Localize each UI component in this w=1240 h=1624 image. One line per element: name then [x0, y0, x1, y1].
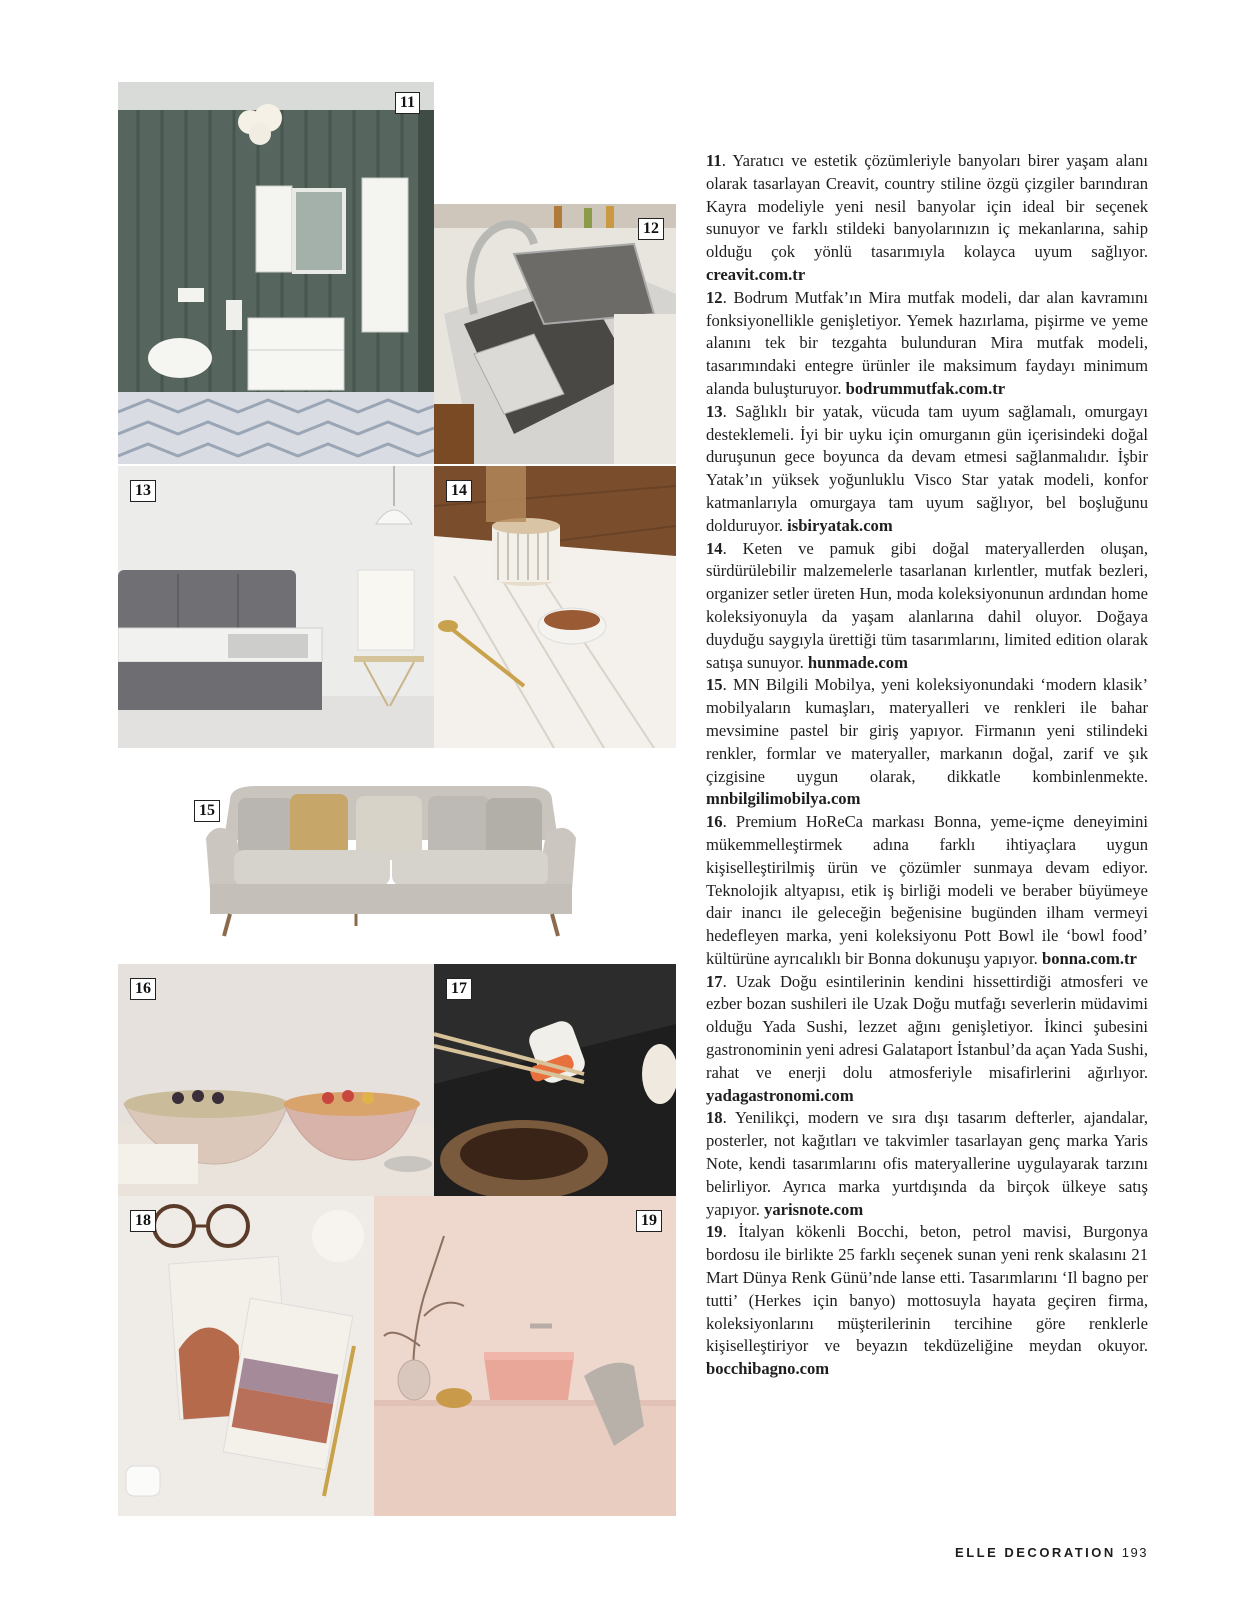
entry-url: creavit.com.tr: [706, 264, 806, 284]
photo-sofa: [186, 750, 596, 962]
entry-15: 15. MN Bilgili Mobilya, yeni koleksiyonundaki ‘modern klasik’ mobilyaların kumaşları, materyalleri ve renkleri ile bahar mevsimine pastel bir giriş yapıyor. Firmanın yeni stilindeki renkler, formlar ve materyaller, markanın doğal, zarif ve şık çizgisine uygun olarak, dikkatle kombinlenmekte. mnbilgilimobilya.com: [706, 675, 1148, 809]
badge-19: 19: [636, 1210, 662, 1232]
entry-url: bodrummutfak.com.tr: [845, 378, 1006, 398]
badge-18: 18: [130, 1210, 156, 1232]
photo-kitchen-sink: [434, 204, 676, 464]
badge-12: 12: [638, 218, 664, 240]
article-text: [706, 150, 1148, 1381]
photo-pink-sink: [374, 1196, 676, 1516]
photo-notebooks: [118, 1196, 374, 1516]
page-footer: [955, 1545, 1148, 1560]
photo-bed: [118, 466, 434, 748]
entry-url: mnbilgilimobilya.com: [706, 789, 861, 809]
entry-url: isbiryatak.com: [787, 515, 893, 535]
page-number: 193: [1121, 1545, 1148, 1560]
entry-url: yarisnote.com: [764, 1199, 864, 1219]
badge-16: 16: [130, 978, 156, 1000]
badge-11: 11: [395, 92, 420, 114]
entry-16: 16. Premium HoReCa markası Bonna, yeme-içme deneyimini mükemmelleştirmek adına farklı ihtiyaçlara uygun kişiselleştirilmiş ürün ve çözümler sunmaya devam ediyor. Teknolojik altyapısı, etik iş birliği modeli ve beraber büyümeye dair inancı ile geleceğin beğenisine bugünden ilham vermeyi hedefleyen marka, yeni koleksiyonu Pott Bowl ile ‘bowl food’ kültürüne ayrıcalıklı bir Bonna dokunuşu yapıyor. bonna.com.tr: [706, 812, 1148, 968]
entry-12: 12. Bodrum Mutfak’ın Mira mutfak modeli, dar alan kavramını fonksiyonellikle genişletiyor. Yemek hazırlama, pişirme ve yeme alanını tek bir tezgahta bulunduran Mira mutfak modeli, tasarımındaki entegre ürünler ile maksimum faydayı minimum alanda buluşturuyor. bodrummutfak.com.tr: [706, 287, 1148, 398]
photo-bowls: [118, 964, 434, 1196]
entry-url: bonna.com.tr: [1041, 948, 1137, 968]
photo-bathroom: [118, 82, 434, 464]
entry-17: 17. Uzak Doğu esintilerinin kendini hissettirdiği atmosferi ve ezber bozan sushileri ile Uzak Doğu mutfağı severlerin müdavimi olduğu Yada Sushi, lezzet ağını genişletiyor. İkinci şubesini gastronominin yeni adresi Galataport İstanbul’da açan Yada Sushi, rahat ve enerji dolu atmosferiyle misafirlerini ağırlıyor. yadagastronomi.com: [706, 971, 1148, 1105]
entry-url: yadagastronomi.com: [706, 1085, 854, 1105]
badge-13: 13: [130, 480, 156, 502]
entry-url: hunmade.com: [807, 652, 908, 672]
entry-url: bocchibagno.com: [706, 1359, 830, 1379]
photo-coffee-table: [434, 466, 676, 748]
magazine-name: ELLE DECORATION: [955, 1545, 1116, 1560]
badge-14: 14: [446, 480, 472, 502]
badge-17: 17: [446, 978, 472, 1000]
entry-14: 14. Keten ve pamuk gibi doğal materyallerden oluşan, sürdürülebilir malzemelerle tasarlanan kırlentler, mutfak bezleri, organizer setler üreten Hun, moda koleksiyonunun ardından home koleksiyonuyla da yaşam alanlarına dahil oluyor. Doğaya duyduğu saygıyla ürettiği tüm tasarımlarını, limited edition olarak satışa sunuyor. hunmade.com: [706, 538, 1148, 672]
entry-11: 11. Yaratıcı ve estetik çözümleriyle banyoları birer yaşam alanı olarak tasarlayan Creavit, country stiline özgü çizgiler barındıran Kayra modeliyle yeni nesil banyolar için ideal bir seçenek sunuyor ve farklı stildeki banyolarınızın iç mekanlarına, sahip olduğu çok yönlü tasarımıyla kolayca uyum sağlıyor. creavit.com.tr: [706, 151, 1148, 284]
entry-13: 13. Sağlıklı bir yatak, vücuda tam uyum sağlamalı, omurgayı desteklemeli. İyi bir uyku için omurganın gün içerisindeki doğal duruşunun gece boyunca da devam etmesi sağlanmalıdır. İşbir Yatak’ın yüksek yoğunluklu Visco Star yatak modeli, konfor katmanlarıyla omurgaya tam uyum sağlıyor, bel boşluğunu dolduruyor. isbiryatak.com: [706, 401, 1148, 535]
entry-18: 18. Yenilikçi, modern ve sıra dışı tasarım defterler, ajandalar, posterler, not kağıtları ve takvimler tasarlayan genç marka Yaris Note, kendi tasarımlarını ofis materyallerine uygulayarak tarzını belirliyor. Ayrıca marka yurtdışında da birçok ülkeye satış yapıyor. yarisnote.com: [706, 1108, 1148, 1219]
badge-15: 15: [194, 800, 220, 822]
photo-sushi: [434, 964, 676, 1196]
entry-19: 19. İtalyan kökenli Bocchi, beton, petrol mavisi, Burgonya bordosu ile birlikte 25 farklı seçenek sunan yeni renk skalasını 21 Mart Dünya Renk Günü’nde lanse etti. Tasarımlarını ‘Il bagno per tutti’ (Herkes için banyo) mottosuyla hayata geçiren firma, koleksiyonlarını müşterilerinin tercihine göre renklerle kişiselleştiriyor ve beyazın tekdüzeliğine meydan okuyor. bocchibagno.com: [706, 1222, 1148, 1379]
